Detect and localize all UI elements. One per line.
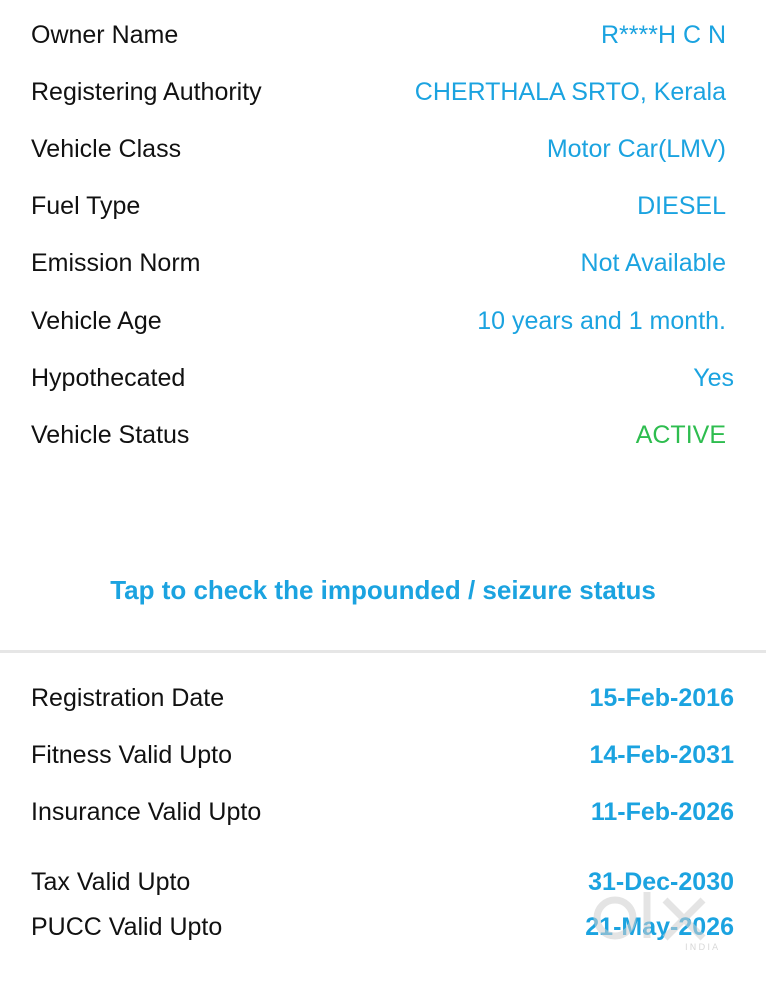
registering-authority-value: CHERTHALA SRTO, Kerala (414, 78, 726, 106)
vehicle-age-label: Vehicle Age (31, 307, 162, 335)
insurance-valid-value: 11-Feb-2026 (590, 798, 734, 826)
pucc-valid-label: PUCC Valid Upto (31, 913, 223, 941)
detail-row-fitness-valid (0, 735, 766, 775)
fuel-type-label: Fuel Type (31, 192, 141, 220)
pucc-valid-value: 21-May-2026 (585, 913, 734, 941)
section-divider (0, 650, 766, 653)
detail-row-registration-date (0, 678, 766, 718)
owner-name-label: Owner Name (31, 21, 179, 49)
detail-row-fuel-type (0, 186, 766, 226)
detail-row-pucc-valid (0, 907, 766, 947)
owner-name-value: R****H C N (600, 21, 726, 49)
detail-row-vehicle-age (0, 301, 766, 341)
detail-row-insurance-valid (0, 792, 766, 832)
vehicle-status-badge: ACTIVE (635, 421, 726, 449)
detail-row-hypothecated (0, 358, 766, 398)
fitness-valid-label: Fitness Valid Upto (31, 741, 233, 769)
detail-row-vehicle-status (0, 415, 766, 455)
vehicle-class-label: Vehicle Class (31, 135, 182, 163)
registering-authority-label: Registering Authority (31, 78, 262, 106)
registration-date-value: 15-Feb-2016 (589, 684, 734, 712)
hypothecated-label: Hypothecated (31, 364, 186, 392)
detail-row-emission-norm (0, 243, 766, 283)
vehicle-class-value: Motor Car(LMV) (546, 135, 726, 163)
emission-norm-label: Emission Norm (31, 249, 201, 277)
vehicle-status-label: Vehicle Status (31, 421, 190, 449)
impound-status-link[interactable]: Tap to check the impounded / seizure status (110, 575, 656, 605)
fuel-type-value: DIESEL (637, 192, 726, 220)
registration-date-label: Registration Date (31, 684, 225, 712)
tax-valid-value: 31-Dec-2030 (588, 868, 734, 896)
tax-valid-label: Tax Valid Upto (31, 868, 191, 896)
detail-row-registering-authority (0, 72, 766, 112)
emission-norm-value: Not Available (580, 249, 726, 277)
insurance-valid-label: Insurance Valid Upto (31, 798, 262, 826)
hypothecated-value: Yes (693, 364, 734, 392)
detail-row-tax-valid (0, 862, 766, 902)
watermark-sub-text: INDIA (685, 943, 721, 953)
detail-row-owner-name (0, 15, 766, 55)
vehicle-age-value: 10 years and 1 month. (477, 307, 726, 335)
fitness-valid-value: 14-Feb-2031 (589, 741, 734, 769)
detail-row-vehicle-class (0, 129, 766, 169)
